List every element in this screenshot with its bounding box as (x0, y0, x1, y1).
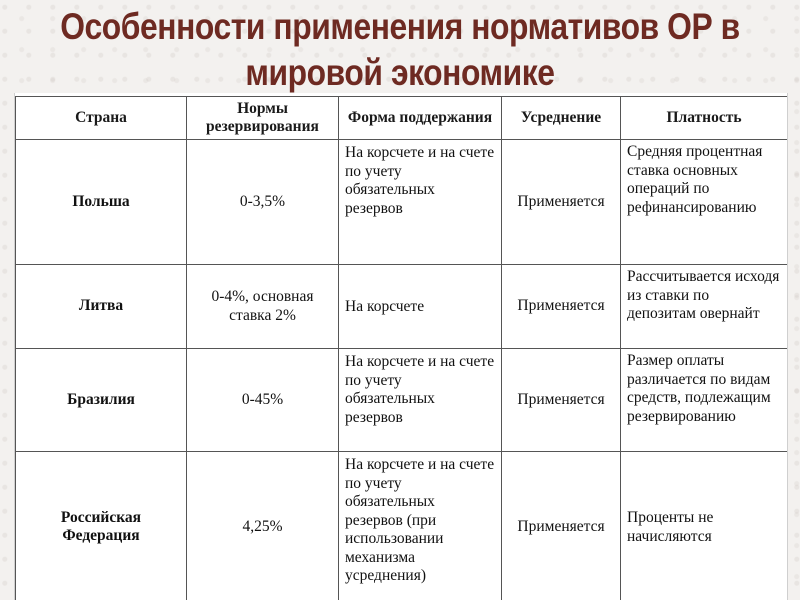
header-averaging: Усреднение (502, 97, 621, 140)
cell-payment: Средняя процентная ставка основных операций по рефинансированию (621, 140, 788, 265)
cell-country: Российская Федерация (16, 452, 187, 600)
cell-payment: Проценты не начисляются (621, 452, 788, 600)
reserve-norms-table-container (14, 93, 788, 600)
cell-norm: 4,25% (187, 452, 339, 600)
cell-averaging: Применяется (502, 265, 621, 349)
reserve-norms-table (15, 96, 788, 600)
slide-title-line-1: Особенности применения нормативов ОР в (60, 6, 740, 47)
table-row (16, 349, 788, 452)
table-row (16, 452, 788, 600)
cell-norm: 0-3,5% (187, 140, 339, 265)
header-maintenance-form: Форма поддержания (339, 97, 502, 140)
cell-averaging: Применяется (502, 349, 621, 452)
header-reserve-norms: Нормы резервирования (187, 97, 339, 140)
cell-averaging: Применяется (502, 452, 621, 600)
cell-form: На корсчете и на счете по учету обязательных резервов (339, 140, 502, 265)
header-payment: Платность (621, 97, 788, 140)
table-row (16, 140, 788, 265)
cell-form: На корсчете (339, 265, 502, 349)
cell-country: Бразилия (16, 349, 187, 452)
slide-title (56, 4, 744, 96)
cell-norm: 0-4%, основная ставка 2% (187, 265, 339, 349)
cell-country: Литва (16, 265, 187, 349)
cell-form: На корсчете и на счете по учету обязательных резервов (339, 349, 502, 452)
cell-payment: Размер оплаты различается по видам средств, подлежащим резервированию (621, 349, 788, 452)
table-header-row (16, 97, 788, 140)
table-row (16, 265, 788, 349)
cell-payment: Рассчитывается исходя из ставки по депозитам овернайт (621, 265, 788, 349)
cell-norm: 0-45% (187, 349, 339, 452)
cell-country: Польша (16, 140, 187, 265)
header-country: Страна (16, 97, 187, 140)
cell-form: На корсчете и на счете по учету обязательных резервов (при использовании механизма усреднения) (339, 452, 502, 600)
cell-averaging: Применяется (502, 140, 621, 265)
slide-title-line-2: мировой экономике (245, 52, 555, 93)
